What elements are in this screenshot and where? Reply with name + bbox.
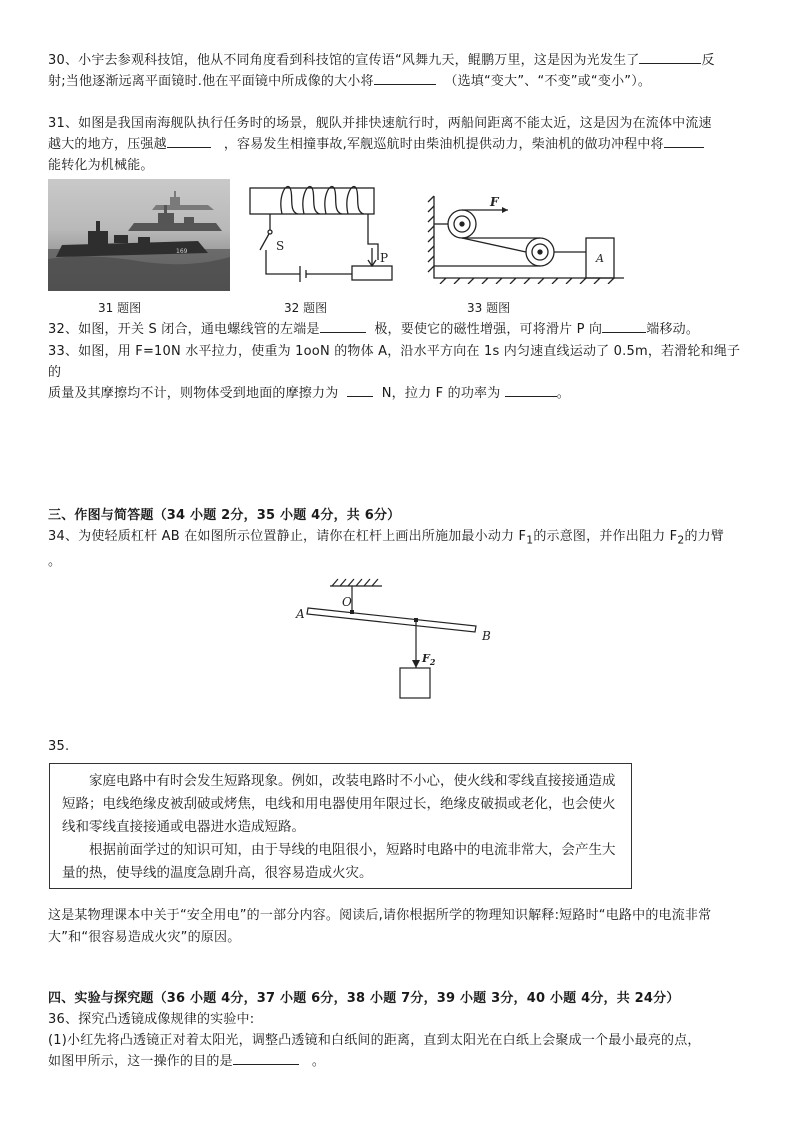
answer-blank [602, 320, 646, 333]
question-33: 33、如图，用 F=10N 水平拉力，使重为 1ooN 的物体 A，沿水平方向在 1s 内匀速直线运动了 0.5m，若滑轮和绳子的 质量及其摩擦均不计，则物体受到地面的摩擦力为 N，拉力 F 的功率为 。 [48, 344, 741, 401]
question-34: 34、为使轻质杠杆 AB 在如图所示位置静止，请你在杠杆上画出所施加最小动力 $F_1$的示意图，并作出阻力 $F_2$的力臂 。 [48, 529, 725, 569]
caption-figure-33: 33 题图 [467, 301, 511, 315]
answer-blank [374, 72, 436, 85]
question-31: 31、如图是我国南海舰队执行任务时的场景，舰队并排快速航行时，两船间距离不能太近，这是因为在流体中流速 越大的地方，压强越 ，容易发生相撞事故,军舰巡航时由柴油机提供动力，柴油机的做功冲程中将 能转化为机械能。 [48, 116, 712, 173]
lever-pivot-o: O [342, 595, 352, 609]
section-4-heading: 四、实验与探究题（36 小题 4分，37 小题 6分，38 小题 7分，39 小题 3分，40 小题 4分，共 24分） [48, 991, 680, 1006]
lever-point-b: B [482, 629, 491, 643]
question-30: 30、小宇去参观科技馆，他从不同角度看到科技馆的宣传语“风舞九天，鲲鹏万里，这是因为光发生了 反 射;当他逐渐远离平面镜时.他在平面镜中所成像的大小将 （选填“变大”、“不变”或“变小”）。 [48, 53, 715, 89]
question-35-number: 35. [48, 739, 70, 754]
answer-blank [320, 320, 366, 333]
answer-blank [347, 384, 373, 397]
lever-point-a: A [296, 607, 305, 621]
q35-textbook-excerpt-box [49, 763, 632, 889]
ship-hull-number: 169 [176, 248, 188, 255]
answer-blank [639, 51, 701, 64]
question-32: 32、如图，开关 S 闭合，通电螺线管的左端是 极，要使它的磁性增强，可将滑片 P 向 端移动。 [48, 322, 700, 337]
resistance-force-label: $F_2$ [422, 652, 436, 667]
figure-31-warships-photo [48, 179, 230, 291]
section-3-heading: 三、作图与简答题（34 小题 2分，35 小题 4分，共 6分） [48, 508, 401, 523]
switch-label-s: S [276, 239, 285, 253]
question-36: 36、探究凸透镜成像规律的实验中: (1)小红先将凸透镜正对着太阳光，调整凸透镜和白纸间的距离，直到太阳光在白纸上会聚成一个最小最亮的点， 如图甲所示，这一操作的目的是 。 [48, 1012, 701, 1069]
answer-blank [505, 384, 557, 397]
force-label-f: F [490, 195, 499, 209]
caption-figure-31: 31 题图 [98, 301, 142, 315]
answer-blank [233, 1052, 299, 1065]
figure-33-pulley-system [424, 192, 628, 284]
slider-label-p: P [380, 251, 389, 265]
answer-blank [664, 135, 704, 148]
figure-32-solenoid-circuit [242, 182, 402, 292]
question-35-prompt: 这是某物理课本中关于“安全用电”的一部分内容。阅读后,请你根据所学的物理知识解释:短路时“电路中的电流非常大”和“很容易造成火灾”的原因。 [48, 908, 712, 945]
caption-figure-32: 32 题图 [284, 301, 328, 315]
answer-blank [167, 135, 211, 148]
excerpt-paragraph-2: 根据前面学过的知识可知，由于导线的电阻很小，短路时电路中的电流非常大，会产生大量的热，使导线的温度急剧升高，很容易造成火灾。 [62, 842, 616, 881]
figure-34-lever [290, 576, 500, 704]
excerpt-paragraph-1: 家庭电路中有时会发生短路现象。例如，改装电路时不小心，使火线和零线直接接通造成短路；电线绝缘皮被刮破或烤焦，电线和用电器使用年限过长，绝缘皮破损或老化，也会使火线和零线直接接通或电器进水造成短路。 [62, 773, 616, 835]
block-label-a: A [596, 252, 604, 265]
